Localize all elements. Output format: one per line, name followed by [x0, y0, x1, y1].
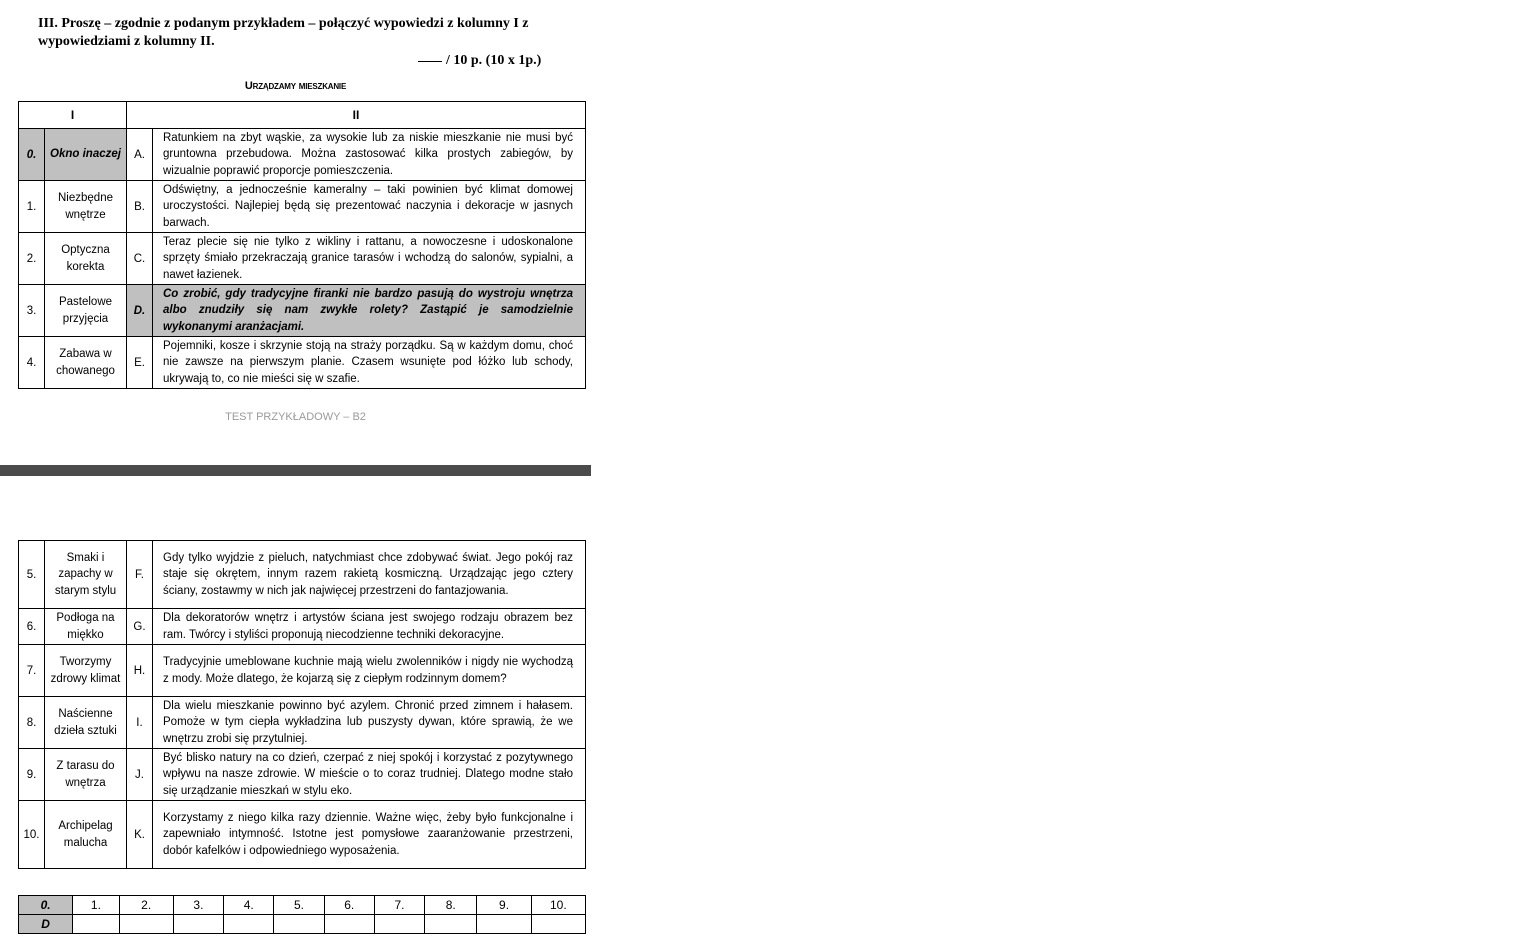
column-i-header: I — [19, 102, 127, 129]
item-title: Z tarasu do wnętrza — [45, 749, 127, 801]
item-letter: G. — [127, 609, 153, 645]
item-text: Tradycyjnie umeblowane kuchnie mają wielu zwolenników i nigdy nie wychodzą z mody. Może dlatego, że kojarzą się z ciepłym rodzinnym domem? — [153, 645, 586, 697]
answer-row — [19, 915, 586, 934]
item-title: Okno inaczej — [45, 129, 127, 181]
answer-grid — [18, 895, 586, 934]
item-number: 5. — [19, 541, 45, 609]
score-text: / 10 p. (10 x 1p.) — [446, 53, 542, 68]
table-row — [19, 749, 586, 801]
item-title: Podłoga na miękko — [45, 609, 127, 645]
item-text: Odświętny, a jednocześnie kameralny – taki powinien być klimat domowej uroczystości. Najlepiej będą się prezentować naczynia i dekoracje w jasnych barwach. — [153, 181, 586, 233]
answer-number-cell: 0. — [19, 896, 73, 915]
matching-table-part-1 — [18, 101, 586, 389]
item-letter: C. — [127, 233, 153, 285]
answer-input-cell[interactable] — [274, 915, 324, 934]
table-row — [19, 129, 586, 181]
item-letter: E. — [127, 337, 153, 389]
item-number: 4. — [19, 337, 45, 389]
item-number: 7. — [19, 645, 45, 697]
item-number: 1. — [19, 181, 45, 233]
page-footer: TEST PRZYKŁADOWY – B2 — [225, 411, 366, 423]
answer-number-cell: 10. — [531, 896, 585, 915]
section-subtitle — [0, 80, 591, 92]
item-number: 6. — [19, 609, 45, 645]
answer-row — [19, 896, 586, 915]
table-row — [19, 645, 586, 697]
answer-number-cell: 1. — [73, 896, 119, 915]
item-text: Ratunkiem na zbyt wąskie, za wysokie lub za niskie mieszkanie nie musi być gruntowna przebudowa. Można zastosować kilka prostych zabiegów, by wizualnie poprawić proporcje pomieszczenia. — [153, 129, 586, 181]
answer-input-cell[interactable] — [374, 915, 424, 934]
item-letter: D. — [127, 285, 153, 337]
table-row — [19, 697, 586, 749]
answer-number-cell: 8. — [425, 896, 477, 915]
item-number: 0. — [19, 129, 45, 181]
table-row — [19, 801, 586, 869]
item-title: Niezbędne wnętrze — [45, 181, 127, 233]
item-letter: K. — [127, 801, 153, 869]
page-divider — [0, 465, 591, 476]
item-text: Gdy tylko wyjdzie z pieluch, natychmiast chce zdobywać świat. Jego pokój raz staje się okrętem, innym razem rakietą kosmiczną. Urządzając jego cztery ściany, zostawmy w nich jak najwięcej przestrzeni do fantazjowania. — [153, 541, 586, 609]
answer-number-cell: 2. — [119, 896, 173, 915]
score-blank — [418, 61, 442, 62]
item-text: Pojemniki, kosze i skrzynie stoją na straży porządku. Są w każdym domu, choć nie zawsze na pierwszym planie. Czasem wsunięte pod łóżko lub schody, ukrywają to, co nie mieści się w szafie. — [153, 337, 586, 389]
answer-input-cell[interactable] — [173, 915, 223, 934]
item-title: Pastelowe przyjęcia — [45, 285, 127, 337]
item-letter: A. — [127, 129, 153, 181]
item-letter: H. — [127, 645, 153, 697]
item-title: Zabawa w chowanego — [45, 337, 127, 389]
item-number: 10. — [19, 801, 45, 869]
item-letter: J. — [127, 749, 153, 801]
answer-input-cell[interactable] — [425, 915, 477, 934]
task-title: III. Proszę – zgodnie z podanym przykładem – połączyć wypowiedzi z kolumny I z wypowiedziami z kolumny II. — [38, 16, 529, 49]
answer-number-cell: 9. — [477, 896, 531, 915]
item-text: Dla dekoratorów wnętrz i artystów ściana jest swojego rodzaju obrazem bez ram. Twórcy i styliści proponują niecodzienne techniki dekoracyjne. — [153, 609, 586, 645]
item-text: Korzystamy z niego kilka razy dziennie. Ważne więc, żeby było funkcjonalne i zapewniało intymność. Istotne jest pomysłowe zaaranżowanie przestrzeni, dobór kafelków i odpowiedniego wyposażenia. — [153, 801, 586, 869]
answer-number-cell: 5. — [274, 896, 324, 915]
answer-number-cell: 4. — [224, 896, 274, 915]
table-row — [19, 285, 586, 337]
item-letter: B. — [127, 181, 153, 233]
table-row — [19, 181, 586, 233]
item-title: Smaki i zapachy w starym stylu — [45, 541, 127, 609]
answer-input-cell[interactable] — [119, 915, 173, 934]
item-title: Tworzymy zdrowy klimat — [45, 645, 127, 697]
answer-number-cell: 6. — [324, 896, 374, 915]
answer-number-cell: 7. — [374, 896, 424, 915]
table-row — [19, 337, 586, 389]
item-title: Archipelag malucha — [45, 801, 127, 869]
item-number: 9. — [19, 749, 45, 801]
item-title: Naścienne dzieła sztuki — [45, 697, 127, 749]
answer-input-cell[interactable] — [324, 915, 374, 934]
table-row — [19, 541, 586, 609]
matching-table-part-2 — [18, 540, 586, 869]
column-ii-header: II — [127, 102, 586, 129]
answer-input-cell[interactable] — [73, 915, 119, 934]
item-number: 2. — [19, 233, 45, 285]
item-text: Teraz plecie się nie tylko z wikliny i rattanu, a nowoczesne i udoskonalone sprzęty śmiało przekraczają granice tarasów i wchodzą do salonów, sypialni, a nawet łazienek. — [153, 233, 586, 285]
item-number: 3. — [19, 285, 45, 337]
item-text: Być blisko natury na co dzień, czerpać z niej spokój i korzystać z pozytywnego wpływu na nasze zdrowie. W mieście o to coraz trudniej. Dlatego modne stało się urządzanie mieszkań w stylu eko. — [153, 749, 586, 801]
table-row — [19, 609, 586, 645]
score-line — [418, 53, 541, 69]
item-letter: F. — [127, 541, 153, 609]
answer-input-cell[interactable] — [531, 915, 585, 934]
subtitle-text: Urządzamy mieszkanie — [244, 80, 347, 92]
item-number: 8. — [19, 697, 45, 749]
table-row — [19, 233, 586, 285]
item-text: Co zrobić, gdy tradycyjne firanki nie bardzo pasują do wystroju wnętrza albo znudziły się nam zwykłe rolety? Zastąpić je samodzielnie wykonanymi aranżacjami. — [153, 285, 586, 337]
item-title: Optyczna korekta — [45, 233, 127, 285]
answer-number-cell: 3. — [173, 896, 223, 915]
item-text: Dla wielu mieszkanie powinno być azylem. Chronić przed zimnem i hałasem. Pomoże w tym ciepła wykładzina lub puszysty dywan, które sprawią, że we wnętrzu zrobi się przytulniej. — [153, 697, 586, 749]
answer-input-cell[interactable] — [224, 915, 274, 934]
answer-input-cell[interactable] — [477, 915, 531, 934]
item-letter: I. — [127, 697, 153, 749]
answer-input-cell: D — [19, 915, 73, 934]
